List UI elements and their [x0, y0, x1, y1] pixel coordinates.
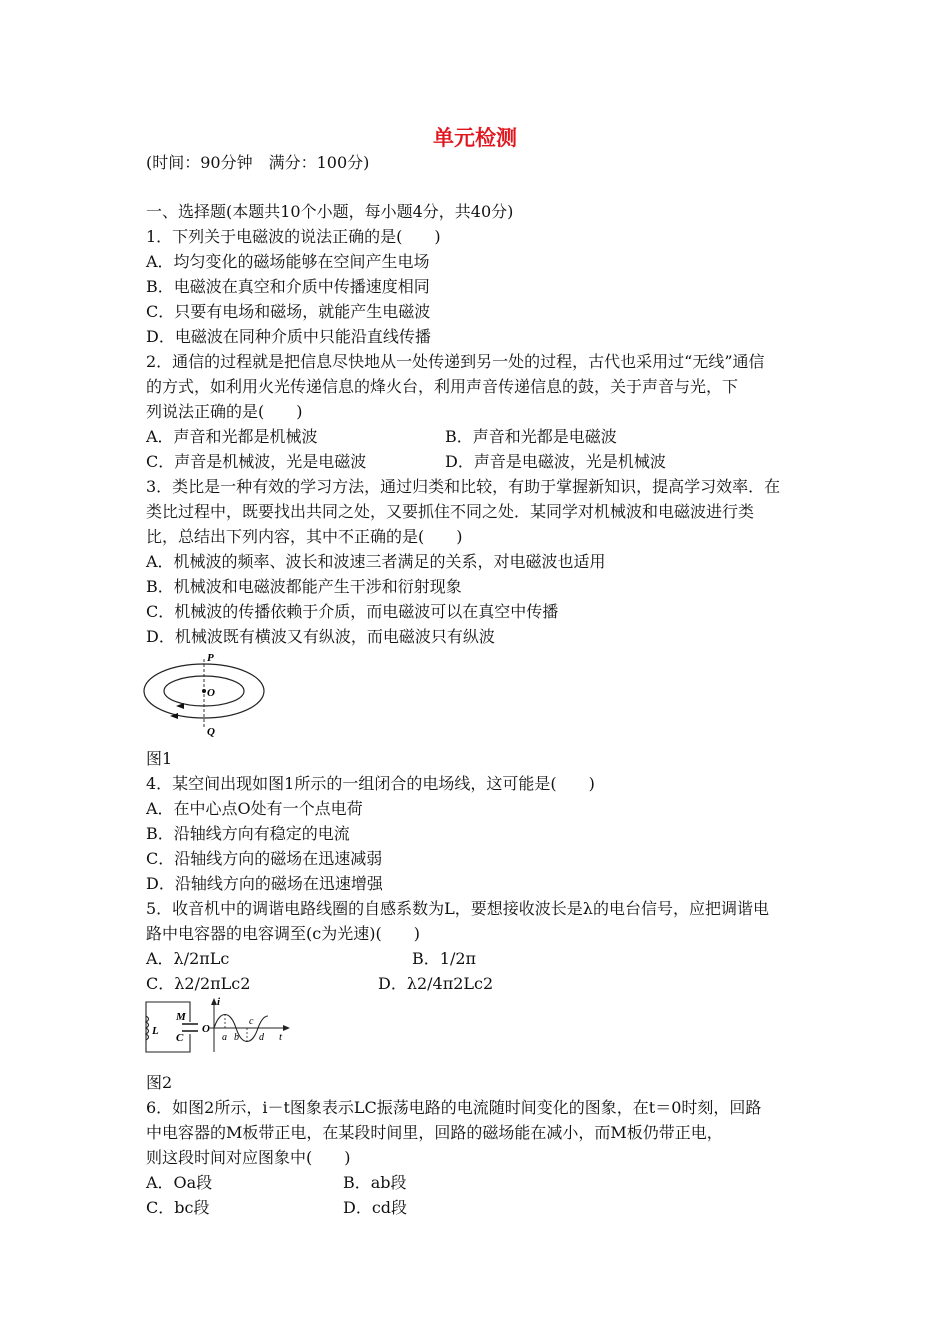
question-2-option-c: C．声音是机械波，光是电磁波 [146, 452, 367, 471]
question-6-option-a: A．Oa段 [146, 1173, 213, 1192]
question-2-option-b: B．声音和光都是电磁波 [445, 427, 617, 446]
figure-1-caption: 图1 [146, 749, 173, 768]
label-t: t [279, 1031, 283, 1043]
question-6-option-b: B．ab段 [343, 1173, 407, 1192]
label-l: L [152, 1025, 159, 1037]
question-6-option-d: D．cd段 [343, 1198, 408, 1217]
question-5-option-a: A．λ/2πLc [146, 949, 230, 968]
question-5-option-b: B．1/2π [412, 949, 477, 968]
question-2-stem-line-1: 2．通信的过程就是把信息尽快地从一处传递到另一处的过程，古代也采用过“无线”通信 [146, 352, 765, 371]
section-heading: 一、选择题(本题共10个小题，每小题4分，共40分) [146, 202, 514, 221]
question-2-option-d: D．声音是电磁波，光是机械波 [445, 452, 666, 471]
label-i: i [217, 996, 221, 1008]
question-1-option-c: C．只要有电场和磁场，就能产生电磁波 [146, 302, 431, 321]
question-5-stem-line-1: 5．收音机中的调谐电路线圈的自感系数为L，要想接收波长是λ的电台信号，应把调谐电 [146, 899, 769, 918]
label-o: O [207, 687, 215, 699]
question-1-option-b: B．电磁波在真空和介质中传播速度相同 [146, 277, 430, 296]
question-1-stem: 1．下列关于电磁波的说法正确的是( ) [146, 227, 441, 246]
figure-2-caption: 图2 [146, 1073, 173, 1092]
question-6-stem-line-3: 则这段时间对应图象中( ) [146, 1148, 351, 1167]
question-3-stem-line-2: 类比过程中，既要找出共同之处，又要抓住不同之处．某同学对机械波和电磁波进行类 [146, 502, 755, 521]
label-d: d [259, 1032, 264, 1043]
question-2-option-a: A．声音和光都是机械波 [146, 427, 318, 446]
label-m: M [176, 1011, 186, 1023]
question-3-stem-line-1: 3．类比是一种有效的学习方法，通过归类和比较，有助于掌握新知识，提高学习效率．在 [146, 477, 781, 496]
question-5-option-d: D．λ2/4π2Lc2 [378, 974, 494, 993]
label-c-point: c [249, 1016, 254, 1027]
label-c: C [176, 1032, 184, 1044]
question-2-stem-line-3: 列说法正确的是( ) [146, 402, 303, 421]
question-4-option-c: C．沿轴线方向的磁场在迅速减弱 [146, 849, 383, 868]
label-p: P [207, 652, 214, 664]
label-origin: O [202, 1023, 210, 1035]
question-3-option-b: B．机械波和电磁波都能产生干涉和衍射现象 [146, 577, 462, 596]
center-point [202, 689, 206, 693]
question-4-option-b: B．沿轴线方向有稳定的电流 [146, 824, 350, 843]
question-6-stem-line-2: 中电容器的M板带正电，在某段时间里，回路的磁场能在减小，而M板仍带正电， [146, 1123, 723, 1142]
label-q: Q [207, 726, 215, 738]
t-axis-arrow-icon [283, 1025, 290, 1031]
label-b: b [234, 1032, 239, 1043]
question-6-stem-line-1: 6．如图2所示，i－t图象表示LC振荡电路的电流随时间变化的图象，在t＝0时刻，回路 [146, 1098, 762, 1117]
question-5-stem-line-2: 路中电容器的电容调至(c为光速)( ) [146, 924, 420, 943]
question-5-option-c: C．λ2/2πLc2 [146, 974, 251, 993]
question-4-stem: 4．某空间出现如图1所示的一组闭合的电场线，这可能是( ) [146, 774, 595, 793]
figure-1-field-lines [140, 647, 270, 739]
question-3-option-a: A．机械波的频率、波长和波速三者满足的关系，对电磁波也适用 [146, 552, 606, 571]
question-2-stem-line-2: 的方式，如利用火光传递信息的烽火台，利用声音传递信息的鼓，关于声音与光，下 [146, 377, 739, 396]
question-3-option-c: C．机械波的传播依赖于介质，而电磁波可以在真空中传播 [146, 602, 559, 621]
label-a: a [222, 1032, 227, 1043]
question-4-option-d: D．沿轴线方向的磁场在迅速增强 [146, 874, 383, 893]
question-6-option-c: C．bc段 [146, 1198, 210, 1217]
page-title: 单元检测 [433, 126, 517, 150]
question-1-option-a: A．均匀变化的磁场能够在空间产生电场 [146, 252, 430, 271]
question-3-option-d: D．机械波既有横波又有纵波，而电磁波只有纵波 [146, 627, 495, 646]
exam-subtitle: (时间：90分钟 满分：100分) [146, 153, 370, 172]
question-1-option-d: D．电磁波在同种介质中只能沿直线传播 [146, 327, 431, 346]
question-3-stem-line-3: 比，总结出下列内容，其中不正确的是( ) [146, 527, 463, 546]
figure-2-lc-circuit-graph [140, 996, 295, 1058]
inner-arrow-icon [176, 703, 184, 709]
question-4-option-a: A．在中心点O处有一个点电荷 [146, 799, 363, 818]
